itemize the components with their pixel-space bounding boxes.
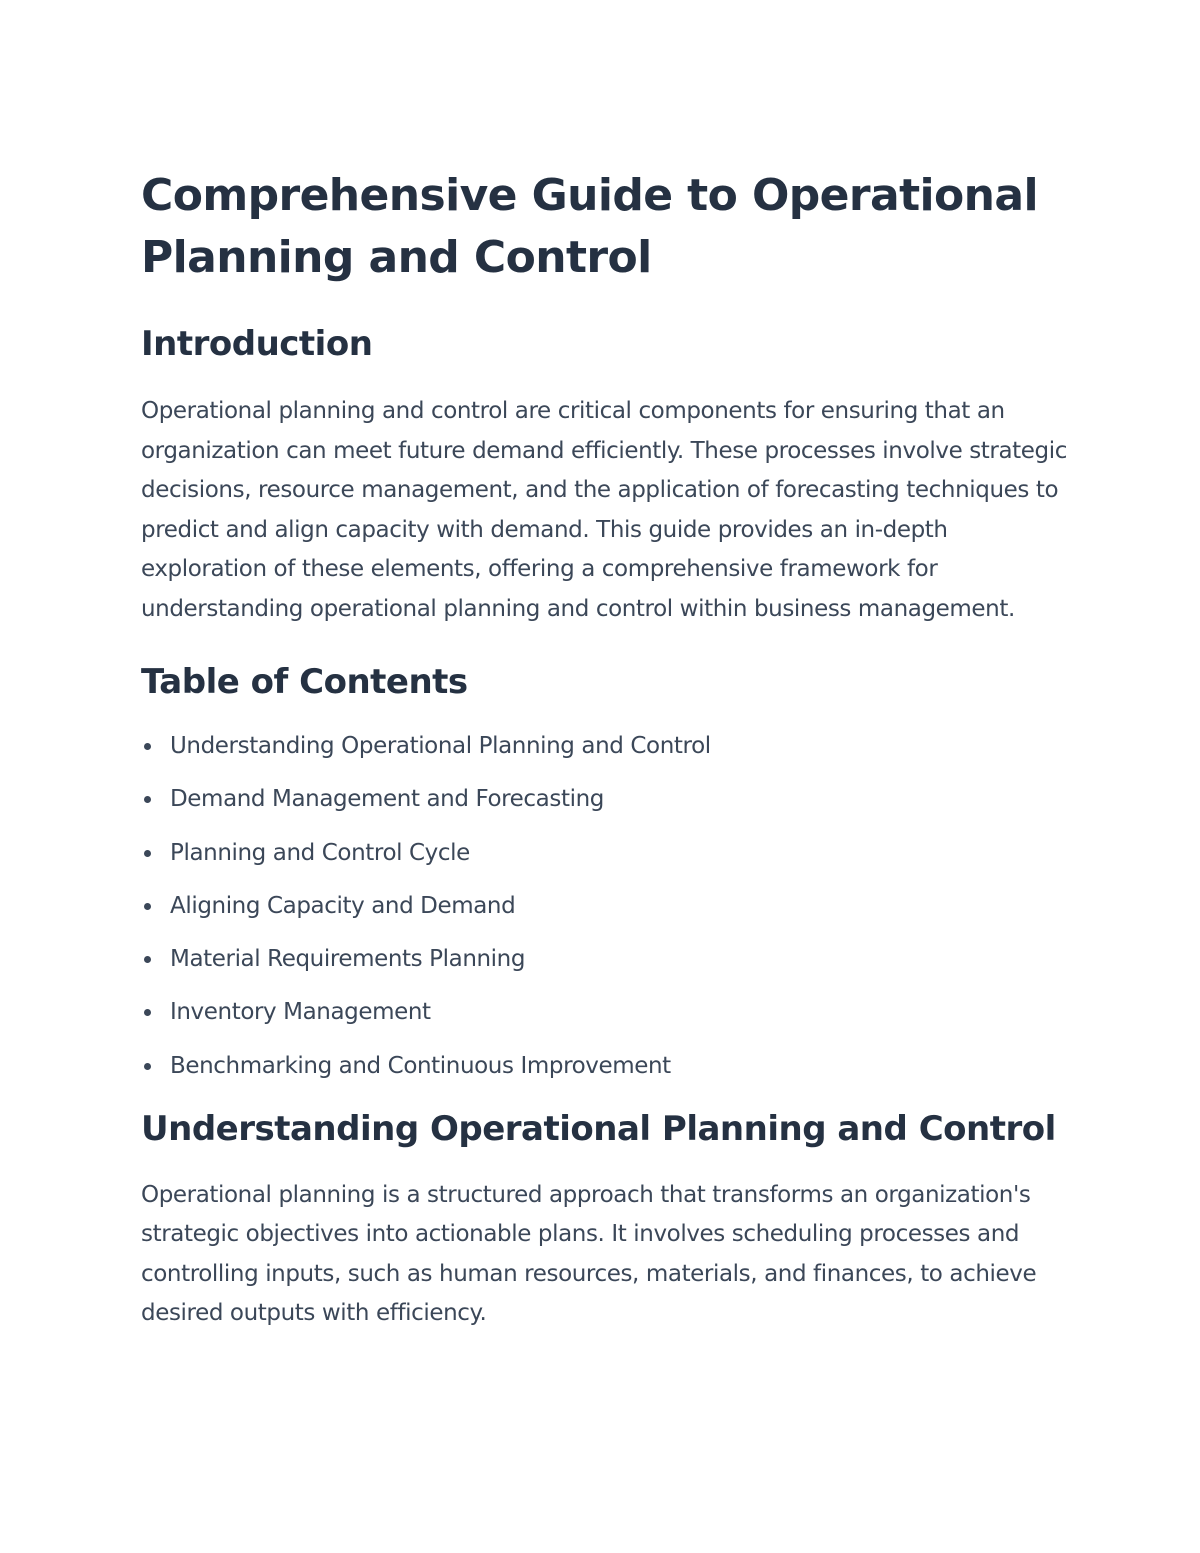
toc-item — [141, 838, 1071, 868]
toc-item-label: Demand Management and Forecasting — [170, 786, 604, 813]
bullet-icon — [144, 743, 151, 750]
introduction-heading: Introduction — [141, 324, 373, 364]
toc-item — [141, 1051, 1071, 1081]
bullet-icon — [144, 850, 151, 857]
bullet-icon — [144, 956, 151, 963]
introduction-paragraph: Operational planning and control are critical components for ensuring that an organization can meet future demand efficiently. These processes involve strategic decisions, resource management, and the application of forecasting techniques to predict and align capacity with demand. This guide provides an in-depth exploration of these elements, offering a comprehensive framework for understanding operational planning and control within business management. — [141, 398, 1067, 622]
toc-item-label: Material Requirements Planning — [170, 946, 526, 973]
toc-item — [141, 997, 1071, 1027]
toc-item-label: Benchmarking and Continuous Improvement — [170, 1052, 671, 1079]
document-title: Comprehensive Guide to Operational Planning and Control — [141, 170, 1038, 283]
bullet-icon — [144, 1009, 151, 1016]
bullet-icon — [144, 903, 151, 910]
toc-item — [141, 944, 1071, 974]
toc-item — [141, 784, 1071, 814]
toc-item-label: Inventory Management — [170, 999, 431, 1026]
toc-list — [141, 731, 1071, 1081]
document-page — [141, 165, 1071, 1334]
bullet-icon — [144, 1063, 151, 1070]
toc-item — [141, 891, 1071, 921]
toc-heading: Table of Contents — [141, 662, 468, 702]
bullet-icon — [144, 796, 151, 803]
section-paragraph: Operational planning is a structured approach that transforms an organization's strategic objectives into actionable plans. It involves scheduling processes and controlling inputs, such as human resources, materials, and finances, to achieve desired outputs with efficiency. — [141, 1181, 1037, 1327]
toc-item-label: Aligning Capacity and Demand — [170, 892, 516, 919]
section-heading: Understanding Operational Planning and Control — [141, 1108, 1056, 1149]
toc-item-label: Understanding Operational Planning and Control — [170, 733, 711, 759]
toc-item — [141, 731, 1071, 761]
toc-item-label: Planning and Control Cycle — [170, 839, 470, 866]
